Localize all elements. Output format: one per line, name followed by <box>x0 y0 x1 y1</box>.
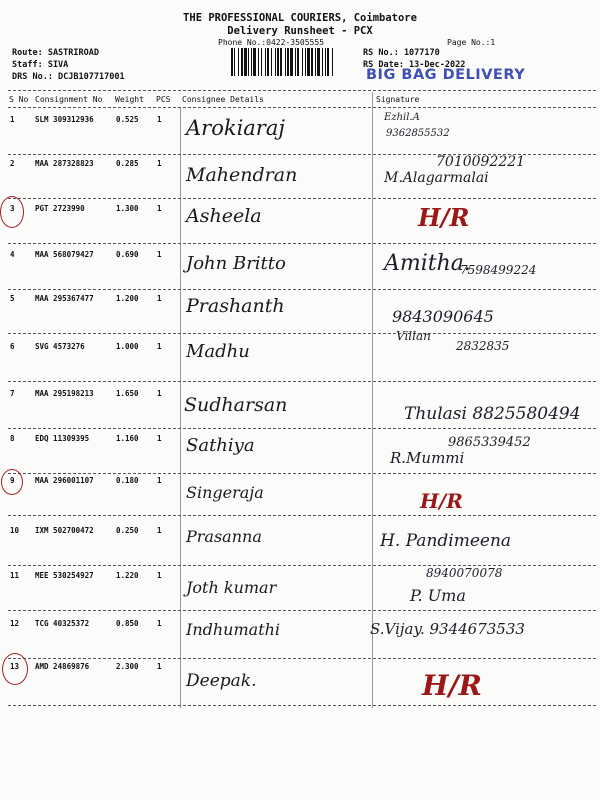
col-weight: Weight <box>115 95 144 104</box>
row-weight: 0.285 <box>116 159 139 168</box>
row-consignment-no: IXM 502700472 <box>35 526 94 535</box>
sheet-title: Delivery Runsheet - PCX <box>227 25 373 37</box>
barcode-bar <box>231 48 233 76</box>
row-sno: 3 <box>10 204 15 213</box>
row-divider <box>8 565 596 566</box>
row-signature-line-1: H/R <box>420 489 463 513</box>
rs-number: RS No.: 1077170 <box>363 48 440 58</box>
row-pcs: 1 <box>157 476 162 485</box>
row-weight: 0.525 <box>116 115 139 124</box>
row-sno: 11 <box>10 571 20 580</box>
barcode-bar <box>325 48 326 76</box>
rs-date: RS Date: 13-Dec-2022 <box>363 60 466 70</box>
row-signature-line-1: Villan <box>396 329 431 343</box>
row-consignee-handwritten: Joth kumar <box>186 578 277 597</box>
barcode-bar <box>238 48 239 76</box>
route: Route: SASTRIROAD <box>12 48 99 58</box>
row-weight: 1.160 <box>116 434 139 443</box>
row-weight: 1.000 <box>116 342 139 351</box>
header-top-divider <box>8 90 596 91</box>
col-pcs: PCS <box>156 95 171 104</box>
row-consignee-handwritten: Deepak. <box>186 671 257 691</box>
row-consignment-no: MAA 287328823 <box>35 159 94 168</box>
red-circle-mark <box>0 196 24 228</box>
barcode-bar <box>295 48 296 76</box>
row-weight: 1.300 <box>116 204 139 213</box>
row-divider <box>8 610 596 611</box>
row-divider <box>8 705 596 706</box>
red-circle-mark <box>2 653 28 685</box>
row-sno: 13 <box>10 662 20 671</box>
row-divider <box>8 243 596 244</box>
row-sno: 7 <box>10 389 15 398</box>
barcode-bar <box>267 48 269 76</box>
barcode-bar <box>271 48 272 76</box>
row-pcs: 1 <box>157 342 162 351</box>
row-signature-line-1: H/R <box>418 203 470 232</box>
barcode-bar <box>234 48 235 76</box>
row-signature-line-1: 7010092221 <box>436 154 526 170</box>
col-sno: S No <box>9 95 29 104</box>
row-pcs: 1 <box>157 571 162 580</box>
row-divider <box>8 428 596 429</box>
row-consignee-handwritten: Sudharsan <box>184 394 288 416</box>
row-sno: 10 <box>10 526 20 535</box>
barcode-bar <box>297 48 299 76</box>
row-signature-line-1: Thulasi 8825580494 <box>404 404 581 424</box>
row-pcs: 1 <box>157 250 162 259</box>
row-signature-line-2: P. Uma <box>410 586 466 605</box>
col-consignee: Consignee Details <box>182 95 264 104</box>
row-consignee-handwritten: Prasanna <box>186 527 262 546</box>
row-weight: 1.200 <box>116 294 139 303</box>
staff: Staff: SIVA <box>12 60 69 70</box>
barcode-bar <box>261 48 262 76</box>
barcode-bar <box>305 48 306 76</box>
row-consignment-no: SVG 4573276 <box>35 342 85 351</box>
row-pcs: 1 <box>157 294 162 303</box>
row-signature-line-1: 9865339452 <box>448 435 531 450</box>
barcode-bar <box>311 48 313 76</box>
row-consignment-no: TCG 40325372 <box>35 619 90 628</box>
row-weight: 1.650 <box>116 389 139 398</box>
barcode-bar <box>322 48 323 76</box>
phone-number: Phone No.:0422-3505555 <box>218 38 324 47</box>
row-signature-line-1: 9843090645 <box>392 307 494 326</box>
row-sno: 12 <box>10 619 20 628</box>
row-sno: 6 <box>10 342 15 351</box>
barcode-bar <box>253 48 256 76</box>
barcode-bar <box>258 48 259 76</box>
row-divider <box>8 473 596 474</box>
barcode-bar <box>248 48 249 76</box>
barcode <box>230 48 354 76</box>
barcode-bar <box>317 48 320 76</box>
barcode-bar <box>287 48 289 76</box>
row-divider <box>8 198 596 199</box>
row-signature-line-1: 8940070078 <box>426 566 503 580</box>
page-number: Page No.:1 <box>447 38 496 47</box>
row-pcs: 1 <box>157 526 162 535</box>
row-divider <box>8 658 596 659</box>
barcode-bar <box>251 48 252 76</box>
row-pcs: 1 <box>157 389 162 398</box>
row-consignment-no: MEE 530254927 <box>35 571 94 580</box>
barcode-bar <box>327 48 329 76</box>
meta-left <box>12 47 125 83</box>
barcode-bar <box>280 48 282 76</box>
row-consignee-handwritten: Indhumathi <box>186 620 281 639</box>
row-weight: 0.690 <box>116 250 139 259</box>
row-pcs: 1 <box>157 204 162 213</box>
row-consignee-handwritten: Singeraja <box>186 483 264 502</box>
row-consignee-handwritten: John Britto <box>186 253 286 274</box>
barcode-bar <box>315 48 316 76</box>
barcode-bar <box>275 48 276 76</box>
row-consignment-no: MAA 295198213 <box>35 389 94 398</box>
row-weight: 0.250 <box>116 526 139 535</box>
barcode-bar <box>244 48 247 76</box>
row-signature-line-1: H. Pandimeena <box>380 531 512 551</box>
big-bag-delivery-stamp: BIG BAG DELIVERY <box>366 67 526 83</box>
row-consignment-no: MAA 295367477 <box>35 294 94 303</box>
signature-column-rule <box>372 92 373 708</box>
barcode-bar <box>302 48 303 76</box>
barcode-bar <box>307 48 310 76</box>
row-signature-line-2: 9362855532 <box>386 128 450 139</box>
row-consignee-handwritten: Asheela <box>186 205 262 227</box>
row-consignment-no: MAA 296001107 <box>35 476 94 485</box>
row-signature-line-2: R.Mummi <box>390 449 465 467</box>
row-pcs: 1 <box>157 619 162 628</box>
header-bottom-divider <box>8 107 596 108</box>
row-sno: 8 <box>10 434 15 443</box>
row-pcs: 1 <box>157 434 162 443</box>
barcode-bar <box>285 48 286 76</box>
drs-number: DRS No.: DCJB107717001 <box>12 72 125 82</box>
row-divider <box>8 381 596 382</box>
barcode-bar <box>277 48 279 76</box>
row-weight: 0.850 <box>116 619 139 628</box>
row-consignment-no: PGT 2723990 <box>35 204 85 213</box>
col-signature: Signature <box>376 95 420 104</box>
company-name: THE PROFESSIONAL COURIERS, Coimbatore <box>183 12 417 24</box>
barcode-bar <box>265 48 266 76</box>
row-pcs: 1 <box>157 662 162 671</box>
row-weight: 1.220 <box>116 571 139 580</box>
row-divider <box>8 333 596 334</box>
barcode-bar <box>332 48 333 76</box>
row-signature-line-2: M.Alagarmalai <box>384 170 489 186</box>
row-consignee-handwritten: Madhu <box>186 341 250 362</box>
row-signature-line-1: S.Vijay. 9344673533 <box>370 620 525 638</box>
barcode-bar <box>241 48 243 76</box>
row-consignment-no: MAA 568079427 <box>35 250 94 259</box>
row-weight: 0.180 <box>116 476 139 485</box>
row-sno: 9 <box>10 476 15 485</box>
row-sno: 1 <box>10 115 15 124</box>
row-sno: 4 <box>10 250 15 259</box>
row-consignee-handwritten: Arokiaraj <box>186 116 285 140</box>
row-signature-line-2: 7598499224 <box>460 263 537 277</box>
row-consignment-no: AMD 24869876 <box>35 662 90 671</box>
row-divider <box>8 289 596 290</box>
row-weight: 2.300 <box>116 662 139 671</box>
row-signature-line-1: Amitha. <box>384 251 471 276</box>
red-circle-mark <box>1 469 23 495</box>
col-consignment: Consignment No <box>35 95 103 104</box>
row-signature-line-1: H/R <box>422 669 482 702</box>
row-consignee-handwritten: Mahendran <box>186 164 298 186</box>
row-sno: 2 <box>10 159 15 168</box>
row-signature-line-1: Ezhil.A <box>384 112 420 123</box>
row-signature-line-2: 2832835 <box>456 339 510 353</box>
row-consignment-no: EDQ 11309395 <box>35 434 90 443</box>
row-consignee-handwritten: Prashanth <box>186 295 285 317</box>
row-consignment-no: SLM 309312936 <box>35 115 94 124</box>
row-pcs: 1 <box>157 159 162 168</box>
row-consignee-handwritten: Sathiya <box>186 435 255 456</box>
row-sno: 5 <box>10 294 15 303</box>
barcode-bar <box>290 48 293 76</box>
row-pcs: 1 <box>157 115 162 124</box>
row-divider <box>8 515 596 516</box>
